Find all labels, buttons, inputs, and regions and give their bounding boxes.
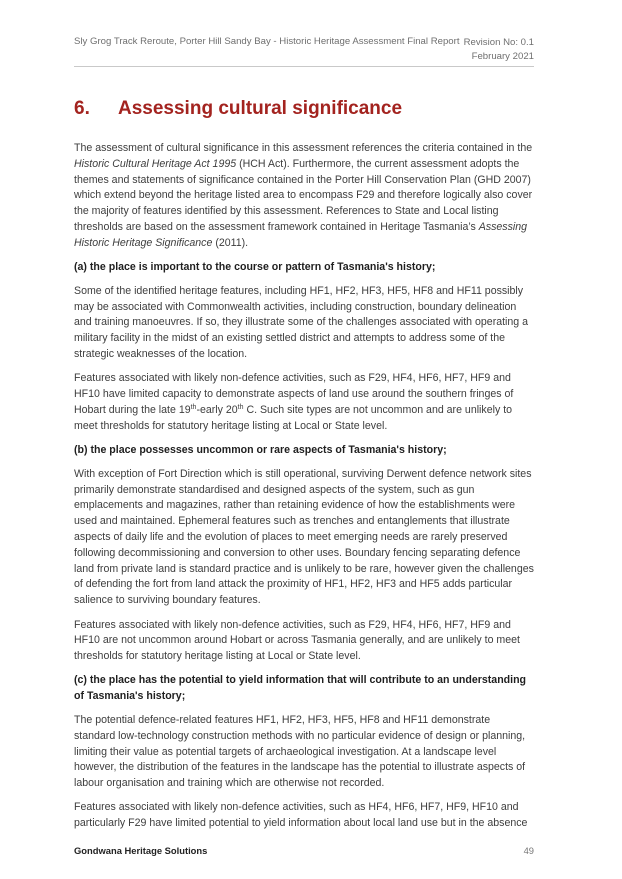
criterion-c-paragraph-2: Features associated with likely non-defence activities, such as HF4, HF6, HF7, HF9, HF10 and particularly F29 have limited potential to yield information about local land use but in the absence [74, 801, 528, 830]
section-number: 6. [74, 98, 90, 119]
criterion-b-paragraph-2: Features associated with likely non-defence activities, such as F29, HF4, HF6, HF7, HF9 and HF10 are not uncommon around Hobart or across Tasmania generally, and are unlikely to meet thresholds for statutory heritage listing at Local or State level. [74, 618, 520, 663]
report-title: Sly Grog Track Reroute, Porter Hill Sandy Bay - Historic Heritage Assessment Final Report [74, 36, 460, 47]
criterion-a-paragraph-2 [74, 371, 534, 434]
criterion-b-heading: (b) the place possesses uncommon or rare aspects of Tasmania's history; [74, 444, 447, 457]
ordinal-superscript: th [190, 403, 197, 411]
section-title: Assessing cultural significance [118, 98, 403, 119]
section-heading [74, 98, 402, 120]
section-body [74, 141, 534, 841]
criterion-c-heading: (c) the place has the potential to yield information that will contribute to an understanding of Tasmania's history; [74, 674, 527, 703]
intro-reference-title: Assessing Historic Heritage Significance [74, 220, 528, 249]
ordinal-superscript: th [237, 403, 244, 411]
intro-act-title: Historic Cultural Heritage Act 1995 [74, 157, 237, 170]
criterion-c-paragraph-1: The potential defence-related features HF1, HF2, HF3, HF5, HF8 and HF11 demonstrate standard low-technology construction methods with no particular evidence of design or planning, limiting their value as potential targets of archaeological investigation. At a landscape level however, the distribution of the features in the landscape has the potential to illustrate aspects of labour organisation and training which are otherwise not recorded. [74, 714, 526, 790]
revision-number: Revision No: 0.1 [463, 37, 534, 48]
page-number: 49 [523, 845, 534, 856]
header-divider [74, 66, 534, 67]
criterion-a-paragraph-1: Some of the identified heritage features, including HF1, HF2, HF3, HF5, HF8 and HF11 possibly may be associated with Commonwealth activities, including construction, boundary delineation and training manoeuvres. If so, they illustrate some of the challenges associated with operating a military facility in the midst of an existing settled district and attempts to address some of the strategic weaknesses of the location. [74, 284, 529, 361]
criterion-a-heading: (a) the place is important to the course or pattern of Tasmania's history; [74, 261, 436, 274]
revision-block [464, 36, 534, 64]
criterion-b-paragraph-1: With exception of Fort Direction which is still operational, surviving Derwent defence network sites primarily demonstrate standardised and designed aspects of the system, such as gun emplacements and magazines, rather than retaining evidence of how the establishments were used and maintained. Ephemeral features such as trenches and entanglements that illustrate aspects of daily life and the evolution of places to meet emerging needs are rarely preserved following decommissioning and conversion to other uses. Boundary fencing separating defence land from private land is standard practice and is unlikely to be rare, however given the challenges of defending the fort from land attack the proximity of HF1, HF2, HF3 and HF5 adds particular salience to surviving boundary features. [74, 467, 534, 607]
intro-text-3: (HCH Act). Furthermore, the current assessment adopts the themes and statements of significance contained in the Porter Hill Conservation Plan (GHD 2007) which extend beyond the heritage listed area to encompass F29 and therefore logically also cover the majority of features identified by this assessment. References to State and Local listing thresholds are based on the assessment framework contained in Heritage Tasmania’s [74, 157, 533, 233]
criterion-a-p2-text-a: Features associated with likely non-defence activities, such as F29, HF4, HF6, HF7, HF9 and HF10 have limited capacity to demonstrate aspects of land use around the southern fringes of Hobart during the late 19 [74, 372, 514, 416]
revision-date: February 2021 [471, 51, 534, 62]
intro-text-5: (2011). [212, 236, 249, 249]
intro-text-1: The assessment of cultural significance in this assessment references the criteria contained in the [74, 142, 533, 154]
criterion-a-p2-text-c: C. Such site types are not uncommon and are unlikely to meet thresholds for statutory heritage listing at Local or State level. [74, 403, 513, 432]
footer-company: Gondwana Heritage Solutions [74, 845, 208, 856]
intro-paragraph [74, 141, 534, 252]
criterion-a-p2-text-b: -early 20 [196, 403, 238, 416]
